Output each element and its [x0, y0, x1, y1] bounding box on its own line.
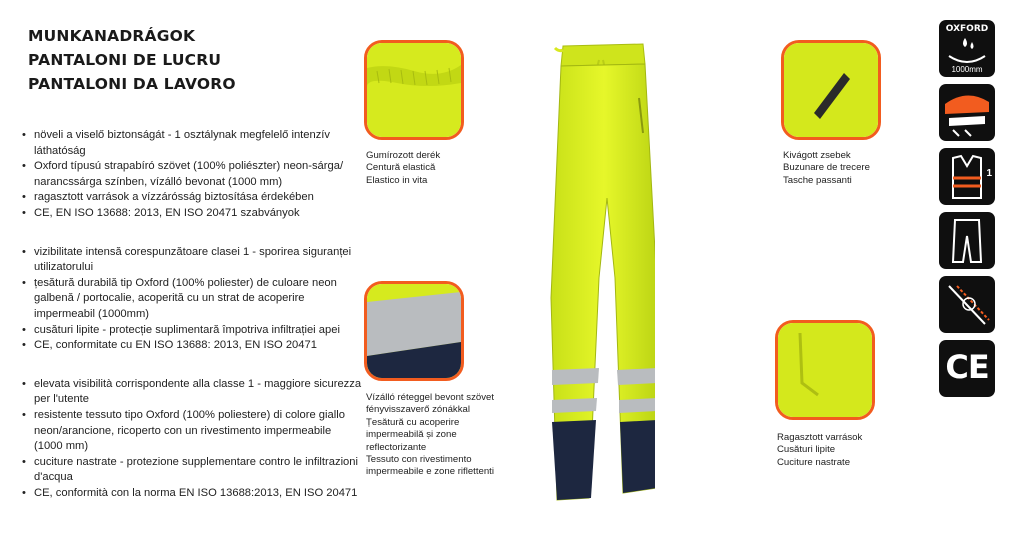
- list-item: • elevata visibilità corrispondente alla classe 1 - maggiore sicurezza per l'utente: [22, 377, 362, 408]
- ce-mark-icon: CE: [939, 340, 995, 397]
- list-item: • CE, EN ISO 13688: 2013, EN ISO 20471 szabványok: [22, 206, 362, 222]
- waterproof-icon: [939, 84, 995, 141]
- caption-reflective: Vízálló réteggel bevont szövet fényvisszaverő zónákkal Țesătură cu acoperire impermeabilă și zone reflectorizante Tessuto con rivestimento impermeabile e zone riflettenti: [366, 392, 494, 478]
- title-line-ro: PANTALONI DE LUCRU: [28, 51, 222, 69]
- callout-pocket: [781, 40, 881, 140]
- trousers-icon: [939, 212, 995, 269]
- hivis-vest-icon: 1: [939, 148, 995, 205]
- list-item: • vizibilitate intensă corespunzătoare clasei 1 - sporirea siguranței utilizatorului: [22, 245, 362, 276]
- title-line-it: PANTALONI DA LAVORO: [28, 75, 236, 93]
- list-item: • cuciture nastrate - protezione supplementare contro le infiltrazioni d'acqua: [22, 455, 362, 486]
- feature-icons: [939, 20, 995, 404]
- title-line-hu: MUNKANADRÁGOK: [28, 27, 196, 45]
- oxford-fabric-icon: OXFORD 1000mm: [939, 20, 995, 77]
- list-item: • resistente tessuto tipo Oxford (100% poliestere) di colore giallo neon/arancione, ricoperto con un rivestimento impermeabile (1000 mm): [22, 408, 362, 455]
- callout-seams: [775, 320, 875, 420]
- list-item: • cusături lipite - protecție suplimentară împotriva infiltrației apei: [22, 323, 362, 339]
- list-item: • CE, conformità con la norma EN ISO 13688:2013, EN ISO 20471: [22, 486, 362, 502]
- description-block-hu: [22, 128, 362, 222]
- pocket-icon: [784, 43, 878, 137]
- list-item: • Oxford típusú strapabíró szövet (100% poliészter) neon-sárga/ narancssárga színben, vízálló bevonat (1000 mm): [22, 159, 362, 190]
- description-block-it: [22, 377, 362, 502]
- caption-elastic-waist: Gumírozott derék Centură elastică Elastico in vita: [366, 150, 441, 186]
- elastic-waist-icon: [367, 43, 461, 137]
- callout-reflective: [364, 281, 464, 381]
- caption-seams: Ragasztott varrások Cusături lipite Cuciture nastrate: [777, 432, 863, 468]
- seam-detail-icon: [939, 276, 995, 333]
- page-title: [28, 24, 236, 96]
- callout-elastic-waist: [364, 40, 464, 140]
- taped-seams-icon: [778, 323, 872, 417]
- list-item: • ragasztott varrások a vízzárósság biztosítása érdekében: [22, 190, 362, 206]
- description-blocks: [22, 128, 362, 524]
- list-item: • növeli a viselő biztonságát - 1 osztálynak megfelelő intenzív láthatóság: [22, 128, 362, 159]
- work-pants-image: [515, 38, 655, 508]
- list-item: • țesătură durabilă tip Oxford (100% poliester) de culoare neon galbenă / portocalie, acoperită cu un strat de acoperire impermeabil (1000mm): [22, 276, 362, 323]
- list-item: • CE, conformitate cu EN ISO 13688: 2013, EN ISO 20471: [22, 338, 362, 354]
- description-block-ro: [22, 245, 362, 354]
- reflective-stripe-icon: [367, 284, 461, 378]
- caption-pocket: Kivágott zsebek Buzunare de trecere Tasche passanti: [783, 150, 870, 186]
